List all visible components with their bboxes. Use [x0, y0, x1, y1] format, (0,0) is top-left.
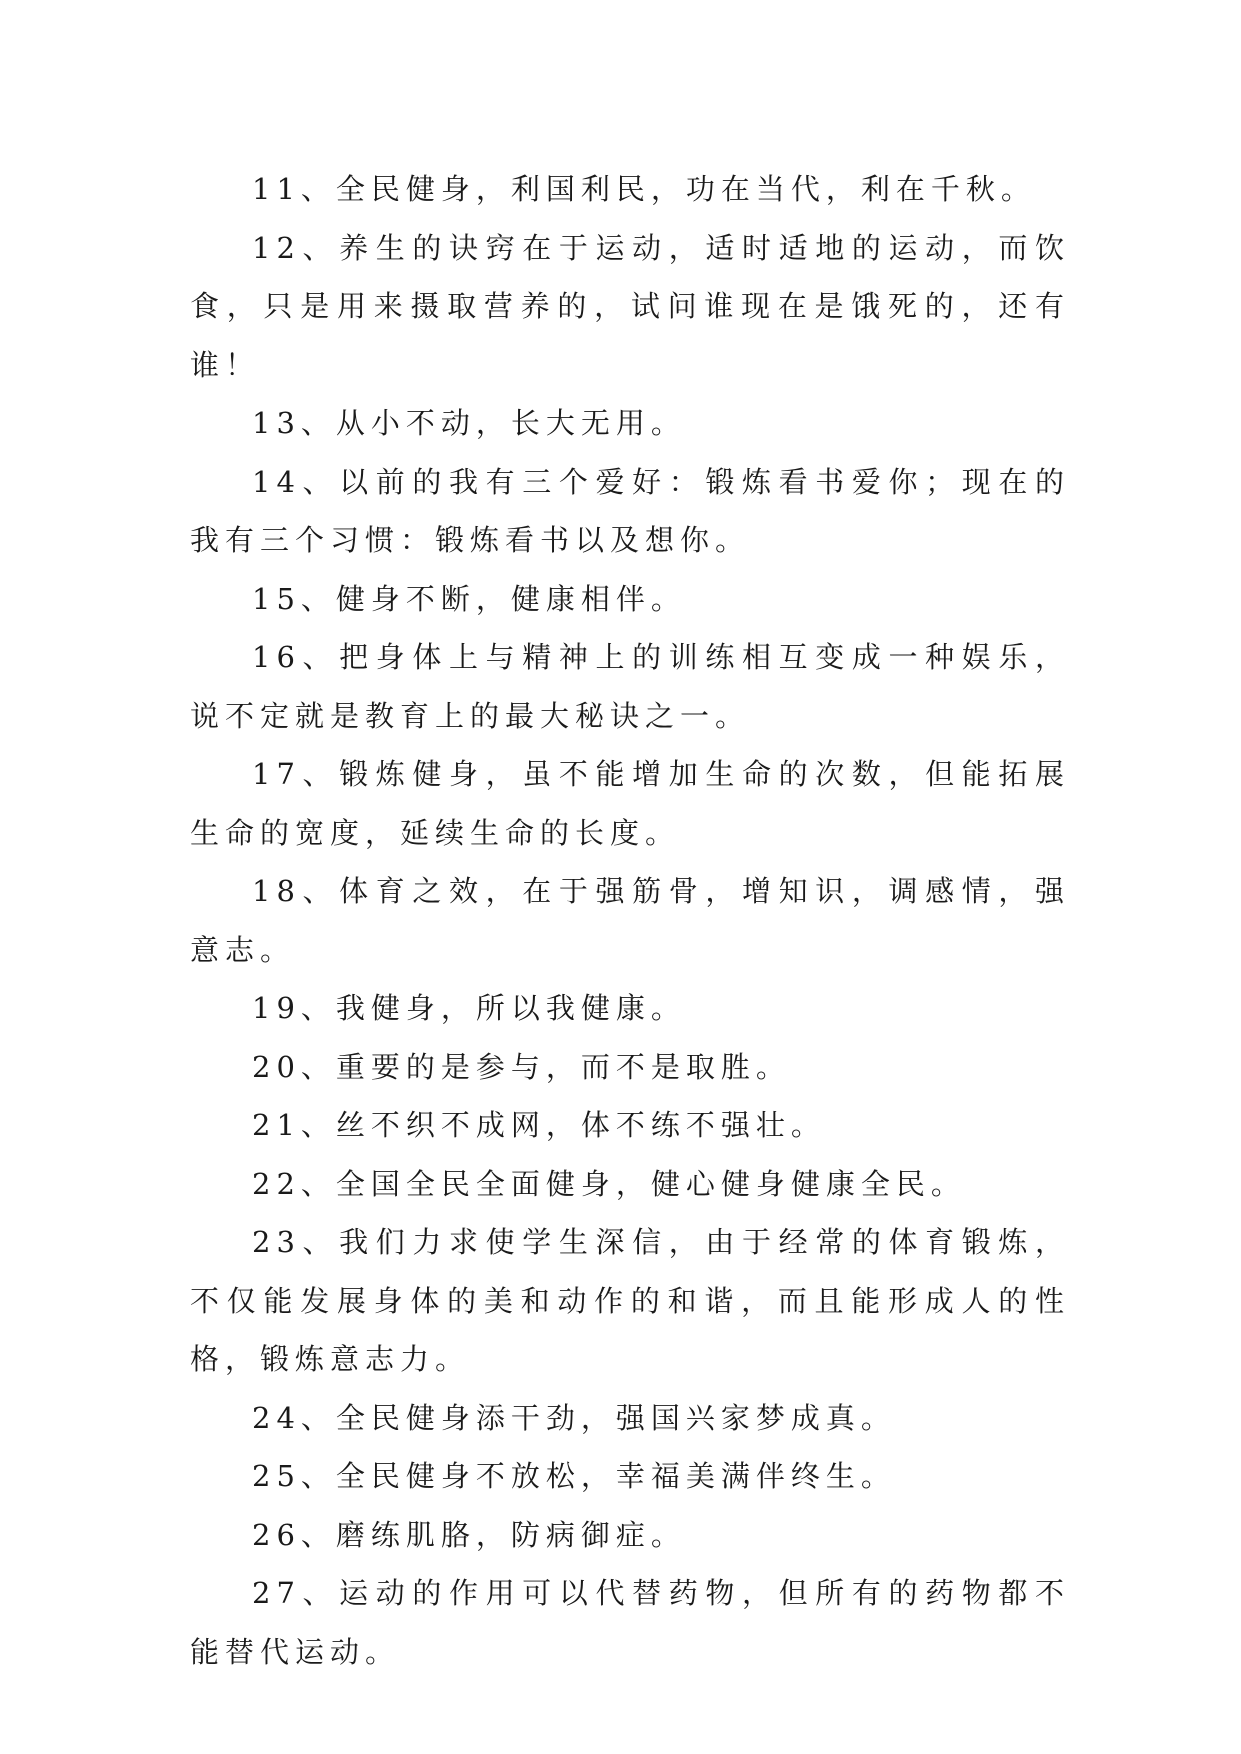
paragraph-14: 14、以前的我有三个爱好：锻炼看书爱你；现在的我有三个习惯：锻炼看书以及想你。 — [190, 464, 1070, 557]
paragraph-11: 11、全民健身，利国利民，功在当代，利在千秋。 — [252, 172, 1036, 206]
paragraph-18: 18、体育之效，在于强筋骨，增知识，调感情，强意志。 — [190, 874, 1070, 967]
paragraph-25: 25、全民健身不放松，幸福美满伴终生。 — [252, 1459, 896, 1493]
paragraph-12: 12、养生的诀窍在于运动，适时适地的运动，而饮食，只是用来摄取营养的，试问谁现在是饿死的，还有谁！ — [190, 230, 1070, 382]
paragraph-23: 23、我们力求使学生深信，由于经常的体育锻炼，不仅能发展身体的美和动作的和谐，而且能形成人的性格，锻炼意志力。 — [190, 1225, 1070, 1376]
paragraph-20: 20、重要的是参与，而不是取胜。 — [252, 1049, 791, 1084]
document-body — [190, 160, 1070, 1681]
paragraph-15: 15、健身不断，健康相伴。 — [252, 581, 686, 616]
paragraph-19: 19、我健身，所以我健康。 — [252, 991, 686, 1025]
paragraph-24: 24、全民健身添干劲，强国兴家梦成真。 — [252, 1400, 896, 1435]
paragraph-27: 27、运动的作用可以代替药物，但所有的药物都不能替代运动。 — [190, 1576, 1070, 1669]
paragraph-21: 21、丝不织不成网，体不练不强壮。 — [252, 1108, 826, 1142]
paragraph-22: 22、全国全民全面健身，健心健身健康全民。 — [252, 1166, 966, 1201]
paragraph-17: 17、锻炼健身，虽不能增加生命的次数，但能拓展生命的宽度，延续生命的长度。 — [190, 757, 1070, 850]
paragraph-16: 16、把身体上与精神上的训练相互变成一种娱乐，说不定就是教育上的最大秘诀之一。 — [190, 640, 1070, 733]
paragraph-13: 13、从小不动，长大无用。 — [252, 406, 686, 440]
paragraph-26: 26、磨练肌胳，防病御症。 — [252, 1517, 686, 1552]
